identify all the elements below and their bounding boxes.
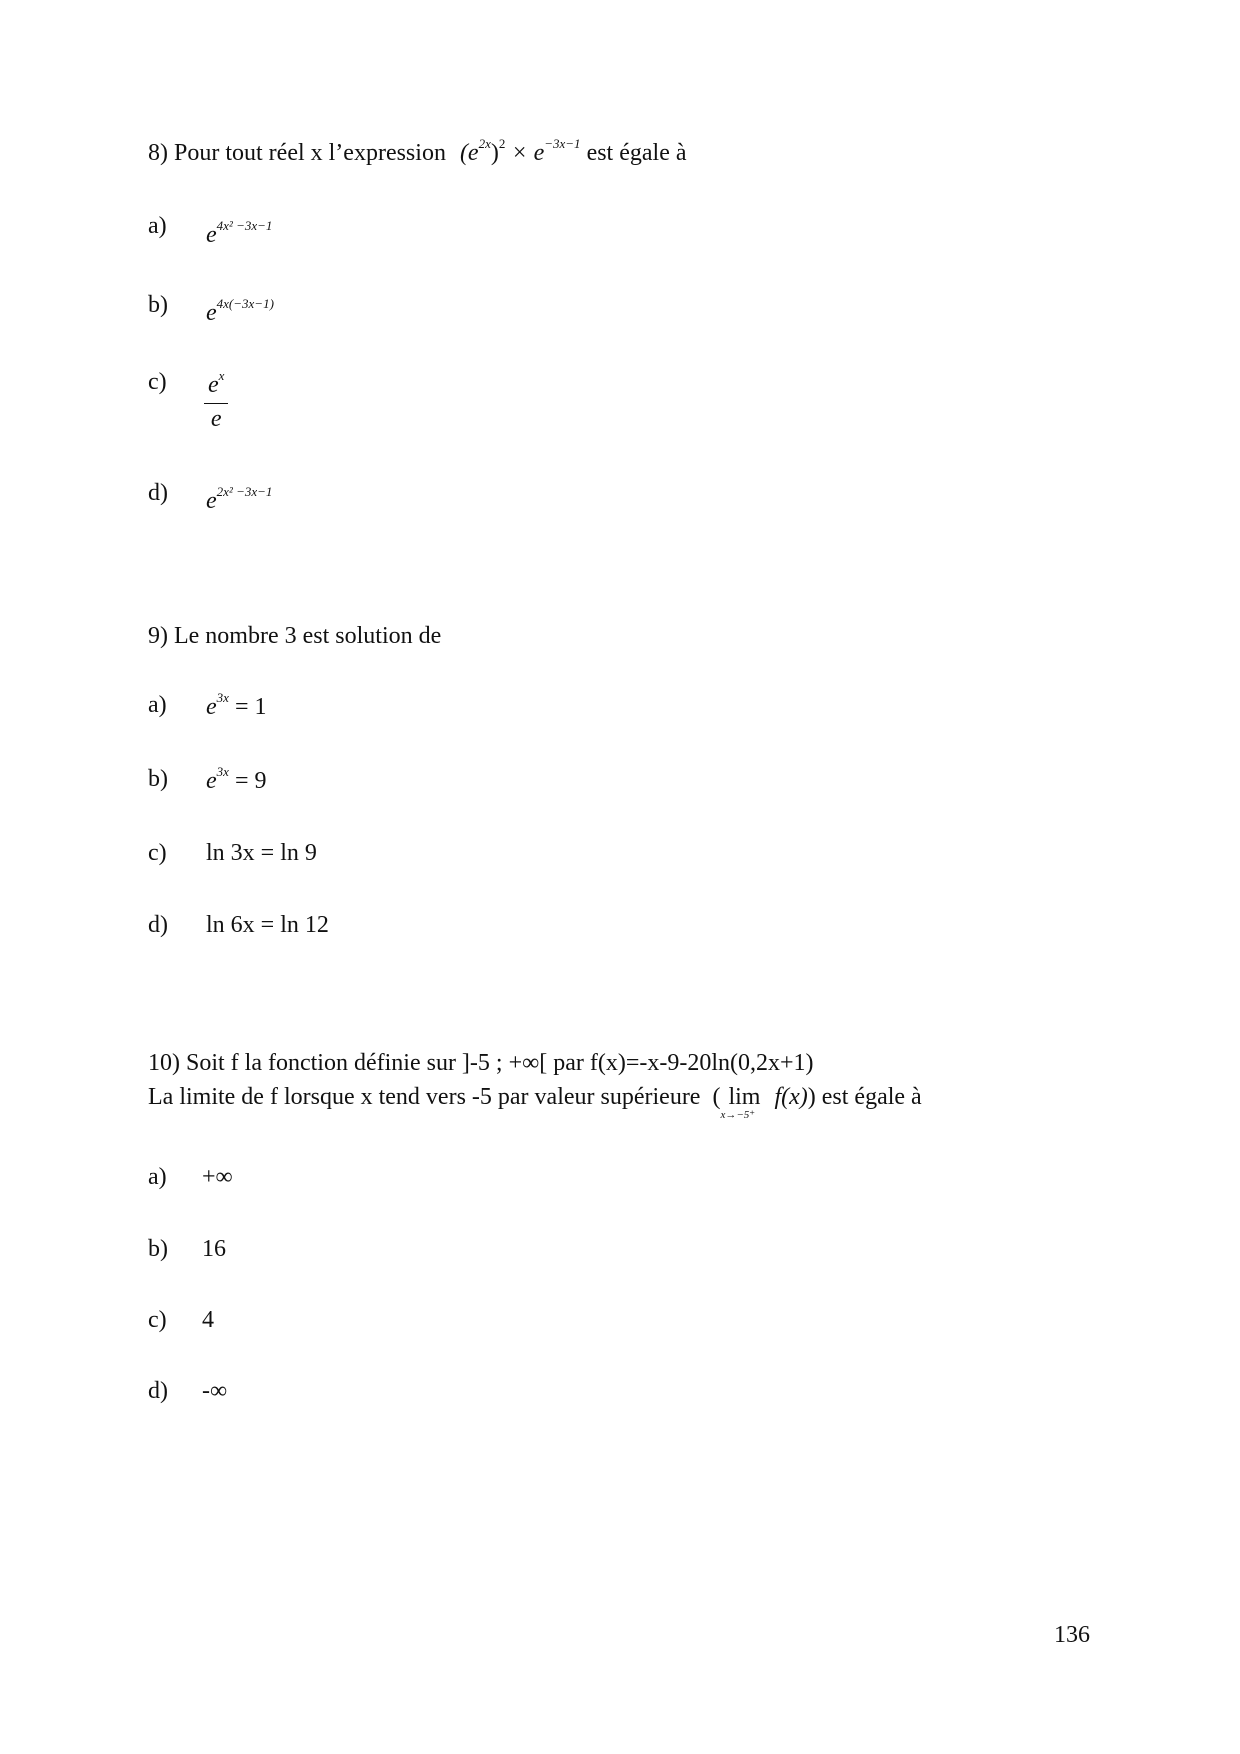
question-10-line-1: 10) Soit f la fonction définie sur ]-5 ; +∞[ par f(x)=-x-9-20ln(0,2x+1)	[148, 1050, 814, 1076]
q10-answer-a: +∞	[202, 1164, 233, 1190]
q10-answer-d-label: d)	[148, 1378, 168, 1404]
q10-answer-b-label: b)	[148, 1236, 168, 1262]
q9-answer-d: ln 6x = ln 12	[206, 912, 329, 938]
q9-answer-c-label: c)	[148, 840, 167, 866]
q10-answer-b: 16	[202, 1236, 226, 1262]
question-8-stem	[148, 136, 687, 167]
q8-answer-c-label: c)	[148, 369, 167, 395]
q9-answer-a-label: a)	[148, 692, 167, 718]
q8-answer-d-label: d)	[148, 480, 168, 506]
q8-answer-b: $e^{4x(-3x-1)}$	[206, 296, 274, 326]
q10-answer-d: -∞	[202, 1378, 228, 1404]
q10-answer-c-label: c)	[148, 1307, 167, 1333]
question-8-expression: $(e^{2x})^2 \times e^{-3x-1}$	[459, 136, 581, 166]
q8-answer-c: $\frac{e^x}{e}$	[204, 372, 228, 433]
q9-answer-d-label: d)	[148, 912, 168, 938]
q9-answer-b: $e^{3x} = 9$	[206, 764, 267, 794]
page-number: 136	[1054, 1622, 1090, 1648]
q9-answer-a: $e^{3x} = 1$	[206, 690, 267, 720]
question-9-stem: 9) Le nombre 3 est solution de	[148, 623, 442, 649]
q9-answer-b-label: b)	[148, 766, 168, 792]
q8-answer-a: $e^{4x^2 -3x-1}$	[206, 218, 273, 248]
q8-answer-d: $e^{2x^2 -3x-1}$	[206, 484, 273, 514]
question-8-prefix: 8) Pour tout réel x l’expression	[148, 140, 446, 166]
q10-answer-a-label: a)	[148, 1164, 167, 1190]
q8-answer-a-label: a)	[148, 213, 167, 239]
q10-answer-c: 4	[202, 1307, 214, 1333]
q8-answer-b-label: b)	[148, 292, 168, 318]
question-10-line-2: La limite de f lorsque x tend vers -5 par valeur supérieure ( lim x→−5⁺ f(x)) est égale à	[148, 1084, 922, 1121]
question-8-suffix: est égale à	[586, 140, 687, 166]
limit-notation: lim x→−5⁺	[720, 1084, 761, 1121]
q9-answer-c: ln 3x = ln 9	[206, 840, 317, 866]
